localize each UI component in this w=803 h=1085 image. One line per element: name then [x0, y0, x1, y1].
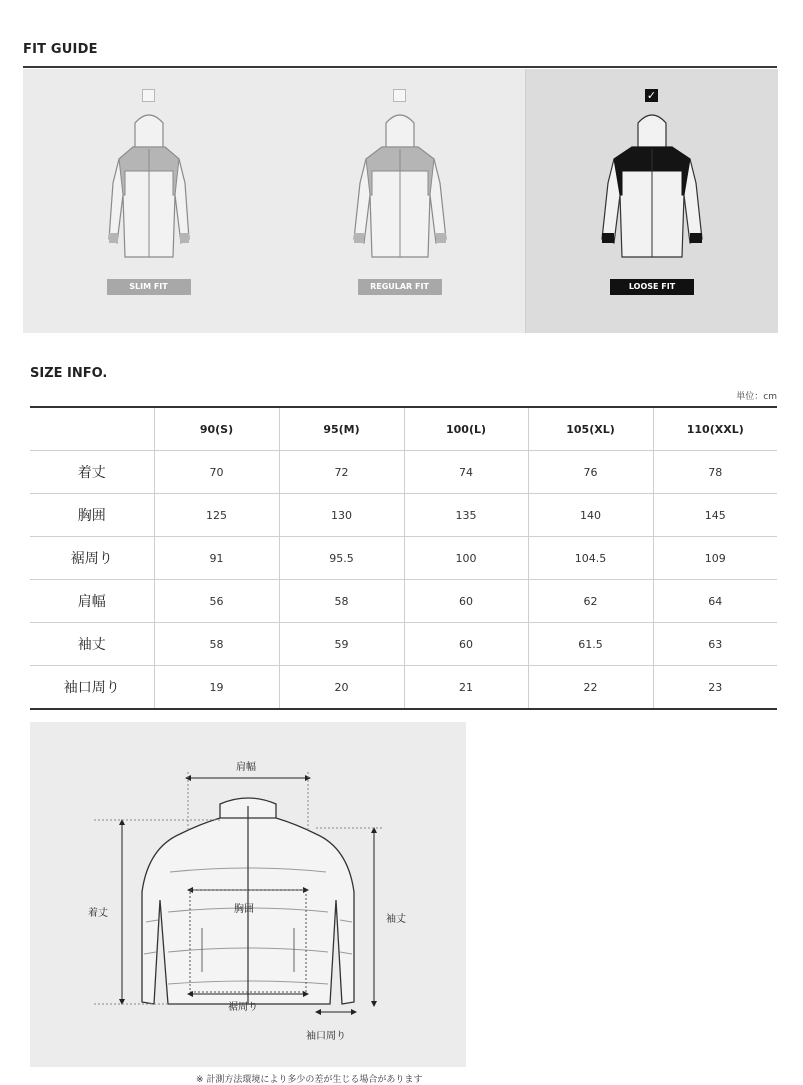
label-chest: 胸囲	[234, 904, 254, 915]
table-row	[30, 580, 777, 623]
jacket-illustration-slim	[89, 111, 209, 263]
fit-checkbox-loose[interactable]	[645, 89, 658, 102]
label-shoulder-width: 肩幅	[236, 762, 256, 773]
table-cell: 125	[154, 494, 279, 537]
row-label: 胸囲	[30, 494, 154, 537]
footnote: ※ 計測方法環境により多少の差が生じる場合があります	[196, 1075, 423, 1085]
table-cell: 140	[528, 494, 653, 537]
label-cuff: 袖口周り	[306, 1031, 346, 1042]
size-table-header	[30, 407, 777, 451]
fit-guide-title: FIT GUIDE	[23, 42, 98, 57]
table-cell: 100	[404, 537, 528, 580]
jacket-illustration-loose	[592, 111, 712, 263]
table-cell: 56	[154, 580, 279, 623]
fit-option-loose[interactable]	[525, 69, 778, 333]
fit-guide-panel	[23, 69, 777, 333]
table-cell: 22	[528, 666, 653, 710]
table-cell: 70	[154, 451, 279, 494]
fit-guide-divider	[23, 66, 777, 68]
table-row	[30, 451, 777, 494]
row-label: 着丈	[30, 451, 154, 494]
table-cell: 60	[404, 623, 528, 666]
table-cell: 95.5	[279, 537, 404, 580]
row-label: 袖口周り	[30, 666, 154, 710]
jacket-illustration-regular	[340, 111, 460, 263]
table-row	[30, 623, 777, 666]
table-cell: 135	[404, 494, 528, 537]
fit-option-slim[interactable]	[23, 69, 274, 333]
table-cell: 145	[653, 494, 777, 537]
label-length: 着丈	[88, 908, 108, 919]
fit-checkbox-slim[interactable]	[142, 89, 155, 102]
label-sleeve: 袖丈	[386, 914, 406, 925]
table-cell: 21	[404, 666, 528, 710]
table-cell: 61.5	[528, 623, 653, 666]
header-cell: 100(L)	[404, 407, 528, 451]
table-cell: 58	[154, 623, 279, 666]
table-row	[30, 666, 777, 710]
table-cell: 59	[279, 623, 404, 666]
table-cell: 74	[404, 451, 528, 494]
table-cell: 20	[279, 666, 404, 710]
header-cell: 110(XXL)	[653, 407, 777, 451]
table-cell: 91	[154, 537, 279, 580]
table-cell: 109	[653, 537, 777, 580]
row-label: 裾周り	[30, 537, 154, 580]
table-cell: 63	[653, 623, 777, 666]
size-table	[30, 406, 777, 710]
fit-label-slim: SLIM FIT	[107, 279, 191, 295]
table-cell: 58	[279, 580, 404, 623]
table-cell: 60	[404, 580, 528, 623]
measurement-diagram	[30, 722, 466, 1067]
check-icon: ✓	[646, 89, 657, 102]
table-cell: 130	[279, 494, 404, 537]
table-row	[30, 537, 777, 580]
header-cell: 90(S)	[154, 407, 279, 451]
size-info-title: SIZE INFO.	[30, 366, 108, 381]
table-cell: 76	[528, 451, 653, 494]
fit-label-regular: REGULAR FIT	[358, 279, 442, 295]
table-cell: 62	[528, 580, 653, 623]
row-label: 袖丈	[30, 623, 154, 666]
table-cell: 23	[653, 666, 777, 710]
row-label: 肩幅	[30, 580, 154, 623]
table-cell: 19	[154, 666, 279, 710]
table-cell: 64	[653, 580, 777, 623]
down-jacket-illustration	[30, 722, 466, 1067]
unit-label: 単位：cm	[736, 392, 777, 402]
table-row	[30, 494, 777, 537]
fit-checkbox-regular[interactable]	[393, 89, 406, 102]
header-cell: 95(M)	[279, 407, 404, 451]
header-cell	[30, 407, 154, 451]
fit-option-regular[interactable]	[274, 69, 525, 333]
label-hem: 裾周り	[228, 1002, 258, 1013]
header-cell: 105(XL)	[528, 407, 653, 451]
table-cell: 104.5	[528, 537, 653, 580]
fit-label-loose: LOOSE FIT	[610, 279, 694, 295]
table-cell: 78	[653, 451, 777, 494]
table-cell: 72	[279, 451, 404, 494]
